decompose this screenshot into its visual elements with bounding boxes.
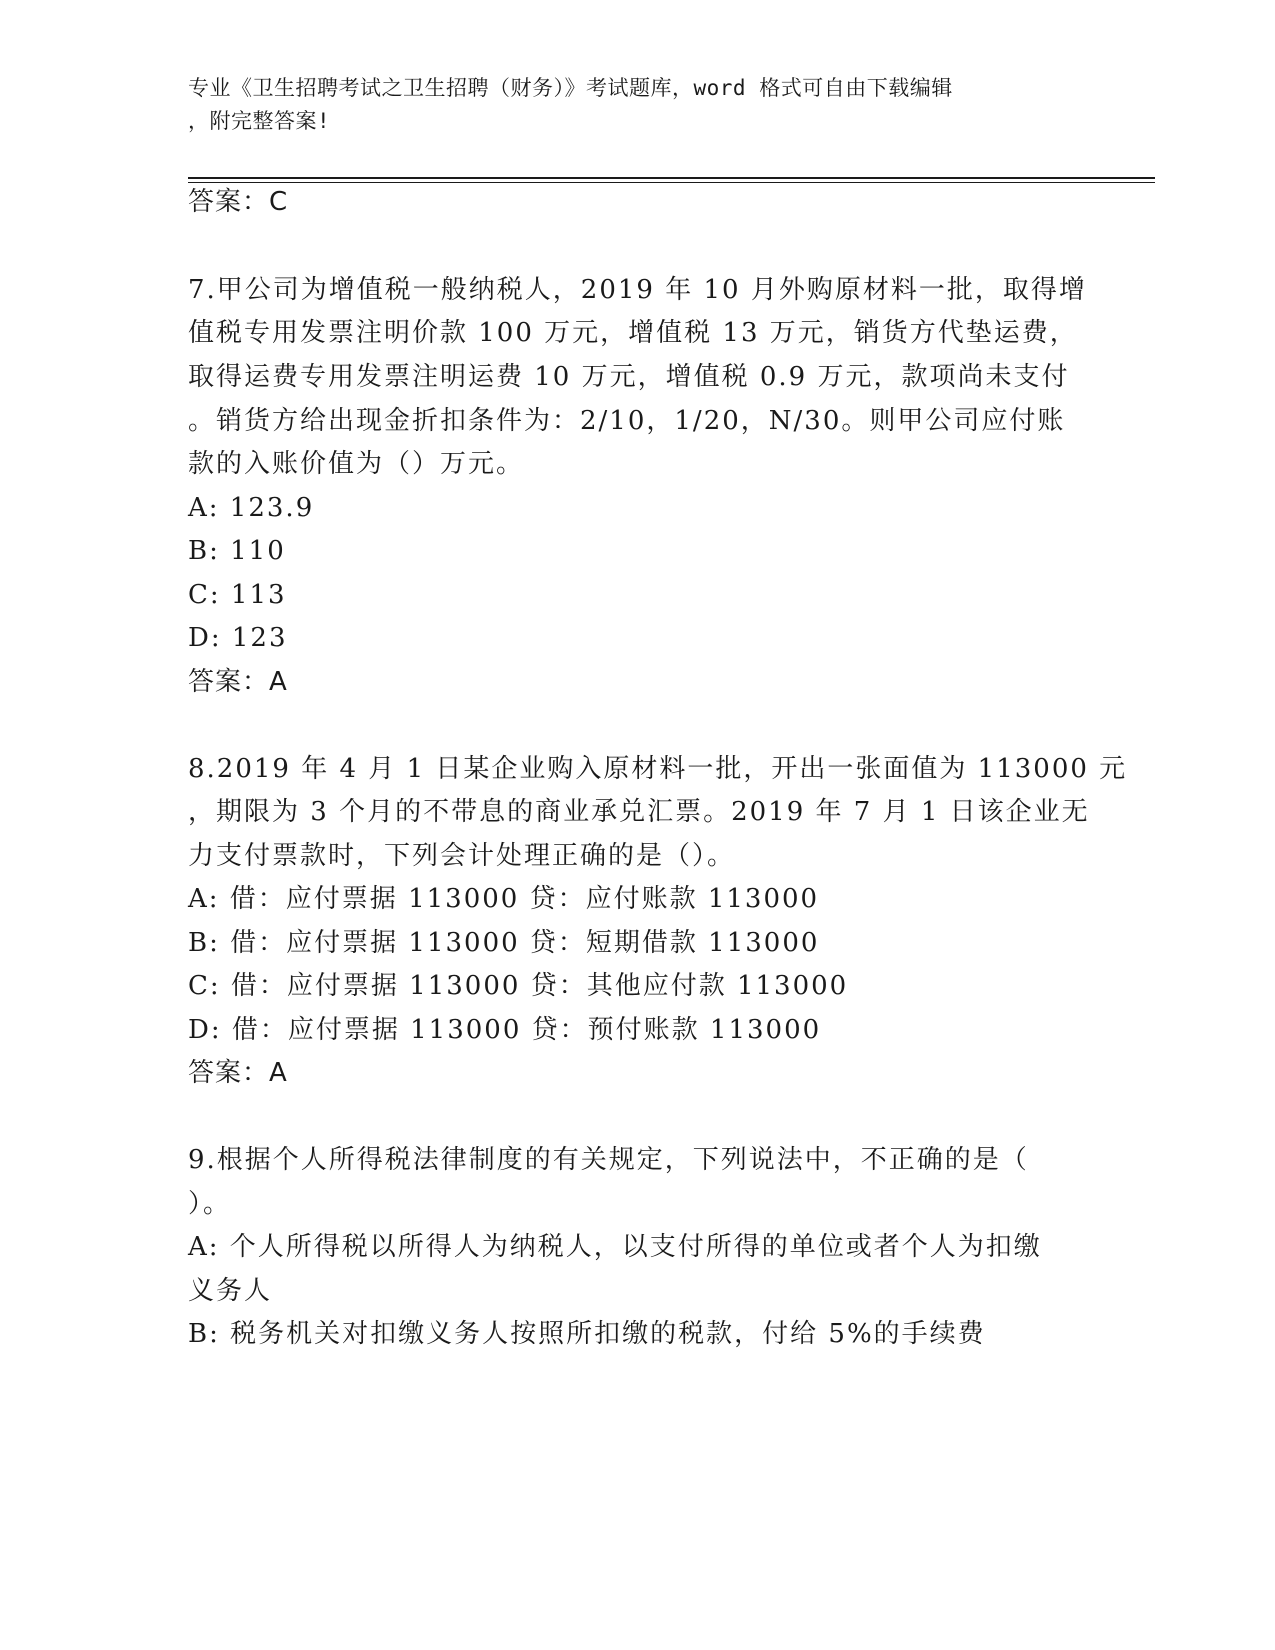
- q7-option-d: D: 123: [188, 623, 288, 653]
- q7-option-c: C: 113: [188, 580, 287, 610]
- q7-option-b: B: 110: [188, 536, 286, 566]
- q7-text-line: 取得运费专用发票注明运费 10 万元，增值税 0.9 万元，款项尚未支付: [188, 362, 1070, 392]
- q8-text-line: ，期限为 3 个月的不带息的商业承兑汇票。2019 年 7 月 1 日该企业无: [188, 797, 1090, 827]
- header-divider-thin: [188, 182, 1155, 183]
- q8-answer: 答案：A: [188, 1058, 288, 1088]
- previous-answer: 答案：C: [188, 187, 289, 217]
- q8-option-d: D: 借：应付票据 113000 贷：预付账款 113000: [188, 1015, 822, 1045]
- q7-text-line: 。销货方给出现金折扣条件为：2/10，1/20，N/30。则甲公司应付账: [188, 406, 1066, 436]
- header-line-1: 专业《卫生招聘考试之卫生招聘（财务）》考试题库，word 格式可自由下载编辑: [188, 76, 953, 100]
- q8-text-line: 力支付票款时，下列会计处理正确的是（）。: [188, 841, 736, 871]
- q9-text-line: ）。: [188, 1189, 232, 1219]
- header-divider-thick: [188, 177, 1155, 179]
- q9-text-line: 9.根据个人所得税法律制度的有关规定，下列说法中，不正确的是（: [188, 1145, 1029, 1175]
- q9-option-a-cont: 义务人: [188, 1276, 273, 1306]
- q7-text-line: 7.甲公司为增值税一般纳税人，2019 年 10 月外购原材料一批，取得增: [188, 275, 1087, 305]
- q7-text-line: 款的入账价值为（）万元。: [188, 449, 525, 479]
- q7-text-line: 值税专用发票注明价款 100 万元，增值税 13 万元，销货方代垫运费，: [188, 318, 1078, 348]
- document-header: [188, 72, 1068, 138]
- q8-option-b: B: 借：应付票据 113000 贷：短期借款 113000: [188, 928, 820, 958]
- q9-option-a: A: 个人所得税以所得人为纳税人，以支付所得的单位或者个人为扣缴: [188, 1232, 1042, 1262]
- q7-answer: 答案：A: [188, 667, 288, 697]
- q8-option-c: C: 借：应付票据 113000 贷：其他应付款 113000: [188, 971, 849, 1001]
- q8-option-a: A: 借：应付票据 113000 贷：应付账款 113000: [188, 884, 820, 914]
- q8-text-line: 8.2019 年 4 月 1 日某企业购入原材料一批，开出一张面值为 113000 元: [188, 754, 1128, 784]
- q7-option-a: A: 123.9: [188, 493, 315, 523]
- q9-option-b: B: 税务机关对扣缴义务人按照所扣缴的税款，付给 5%的手续费: [188, 1319, 986, 1349]
- header-line-2: ，附完整答案!: [188, 109, 331, 133]
